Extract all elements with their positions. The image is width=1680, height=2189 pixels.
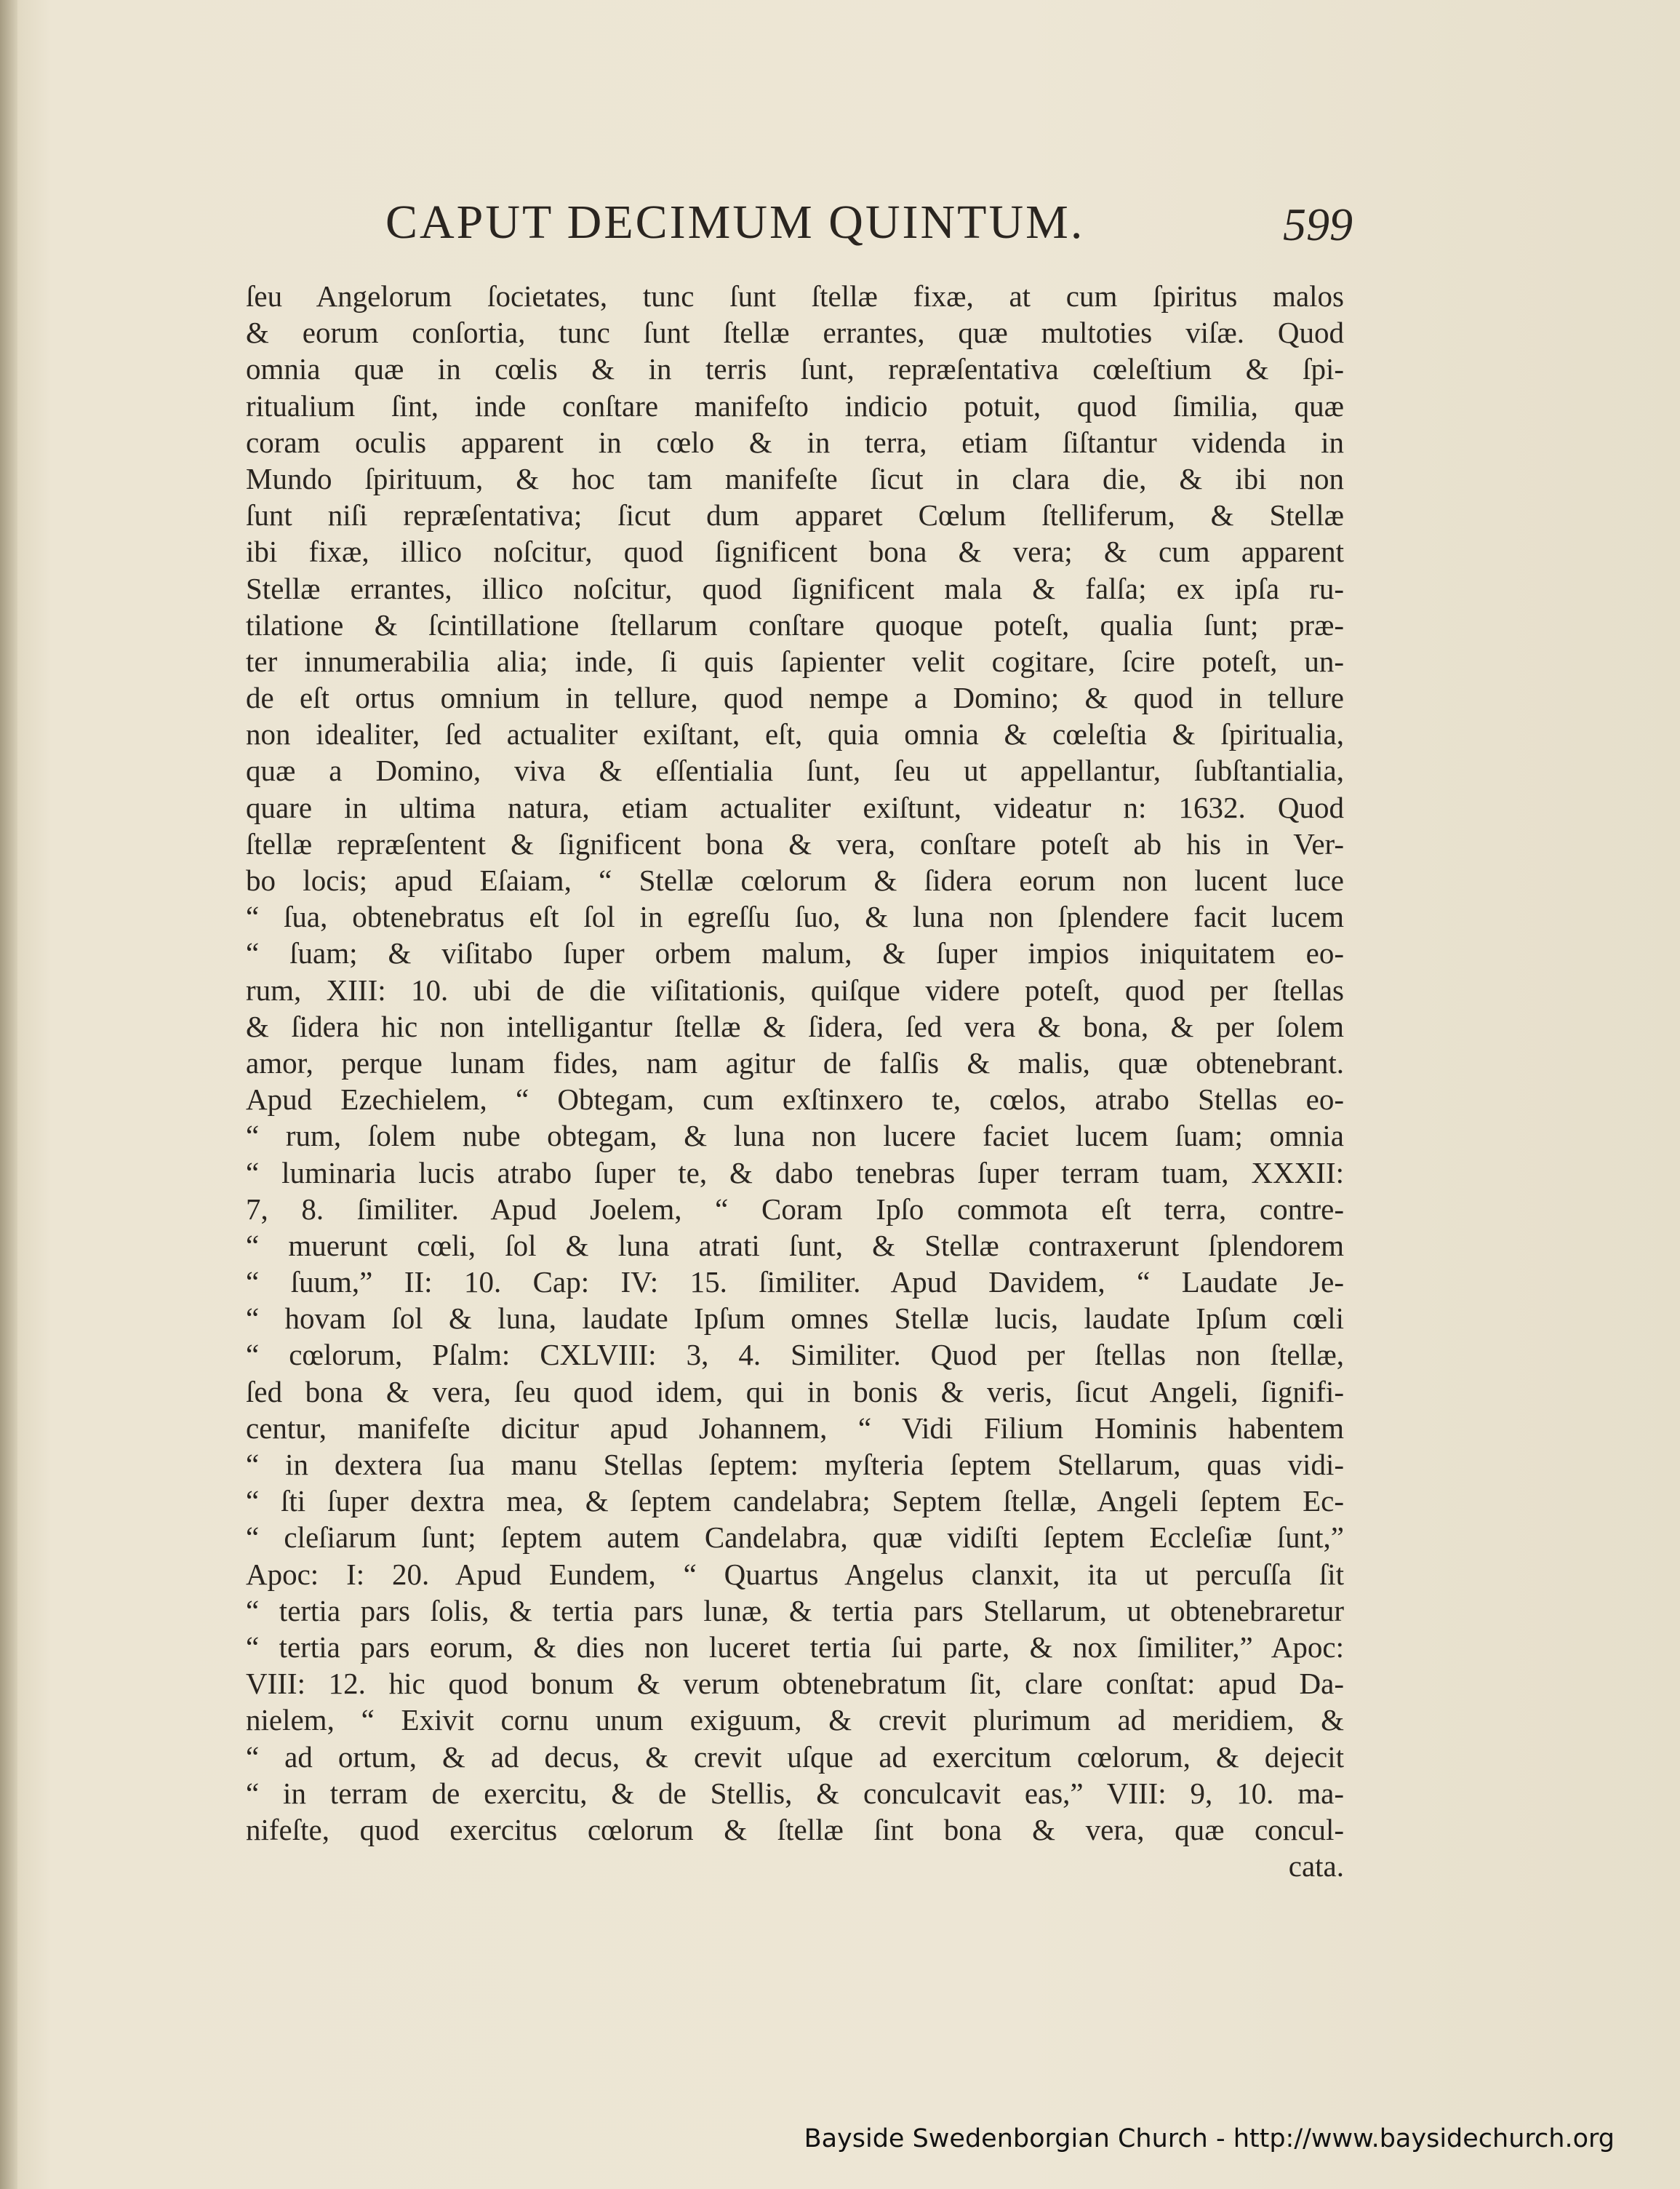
text-line: omnia quæ in cœlis & in terris ſunt, repræſentativa cœleſtium & ſpi- [246,352,1344,386]
text-line: bo locis; apud Eſaiam, “ Stellæ cœlorum & ſidera eorum non lucent luce [246,864,1344,897]
text-line: rum, XIII: 10. ubi de die viſitationis, quiſque videre poteſt, quod per ſtellas [246,973,1344,1007]
text-line: ſunt niſi repræſentativa; ſicut dum apparet Cœlum ſtelliferum, & Stellæ [246,498,1344,533]
text-line: Apoc: I: 20. Apud Eundem, “ Quartus Angelus clanxit, ita ut percuſſa ſit [246,1557,1344,1591]
text-line: “ rum, ſolem nube obtegam, & luna non lucere faciet lucem ſuam; omnia [246,1119,1344,1153]
text-line: “ ſti ſuper dextra mea, & ſeptem candelabra; Septem ſtellæ, Angeli ſeptem Ec- [246,1484,1344,1518]
text-line: “ cœlorum, Pſalm: CXLVIII: 3, 4. Similiter. Quod per ſtellas non ſtellæ, [246,1338,1344,1372]
text-line: Stellæ errantes, illico noſcitur, quod ſignificent mala & falſa; ex ipſa ru- [246,571,1344,605]
text-line: coram oculis apparent in cœlo & in terra, etiam ſiſtantur videnda in [246,425,1344,459]
text-line: ter innumerabilia alia; inde, ſi quis ſapienter velit cogitare, ſcire poteſt, un- [246,644,1344,678]
text-line: nifeſte, quod exercitus cœlorum & ſtellæ ſint bona & vera, quæ concul- [246,1812,1344,1846]
text-line: & eorum conſortia, tunc ſunt ſtellæ errantes, quæ multoties viſæ. Quod [246,316,1344,350]
text-line: amor, perque lunam fides, nam agitur de falſis & malis, quæ obtenebrant. [246,1045,1344,1080]
text-line: ſtellæ repræſentent & ſignificent bona & vera, conſtare poteſt ab his in Ver- [246,826,1344,861]
text-line: “ luminaria lucis atrabo ſuper te, & dabo tenebras ſuper terram tuam, XXXII: [246,1155,1344,1189]
text-line: “ ad ortum, & ad decus, & crevit uſque ad exercitum cœlorum, & dejecit [246,1739,1344,1774]
text-line: centur, manifeſte dicitur apud Johannem, “ Vidi Filium Hominis habentem [246,1411,1344,1445]
text-line: “ ſuum,” II: 10. Cap: IV: 15. ſimiliter. Apud Davidem, “ Laudate Je- [246,1265,1344,1299]
page-number: 599 [1283,199,1353,250]
text-line: de eſt ortus omnium in tellure, quod nempe a Domino; & quod in tellure [246,681,1344,715]
text-line: VIII: 12. hic quod bonum & verum obtenebratum ſit, clare conſtat: apud Da- [246,1667,1344,1701]
text-line: non idealiter, ſed actualiter exiſtant, eſt, quia omnia & cœleſtia & ſpiritualia, [246,717,1344,751]
text-line: Apud Ezechielem, “ Obtegam, cum exſtinxero te, cœlos, atrabo Stellas eo- [246,1082,1344,1117]
text-line: “ tertia pars ſolis, & tertia pars lunæ, & tertia pars Stellarum, ut obtenebraretur [246,1593,1344,1627]
text-line: “ hovam ſol & luna, laudate Ipſum omnes Stellæ lucis, laudate Ipſum cœli [246,1301,1344,1336]
body-text [246,278,1344,1884]
text-line: ſed bona & vera, ſeu quod idem, qui in bonis & veris, ſicut Angeli, ſignifi- [246,1374,1344,1408]
text-line: 7, 8. ſimiliter. Apud Joelem, “ Coram Ipſo commota eſt terra, contre- [246,1192,1344,1226]
footer-credit: Bayside Swedenborgian Church - http://www.baysidechurch.org [804,2124,1615,2153]
page-header [385,195,1353,260]
running-title: CAPUT DECIMUM QUINTUM. [385,196,1085,249]
text-line: Mundo ſpirituum, & hoc tam manifeſte ſicut in clara die, & ibi non [246,461,1344,495]
text-line: “ tertia pars eorum, & dies non luceret tertia ſui parte, & nox ſimiliter,” Apoc: [246,1630,1344,1664]
text-line: “ cleſiarum ſunt; ſeptem autem Candelabra, quæ vidiſti ſeptem Eccleſiæ ſunt,” [246,1520,1344,1555]
text-line: “ in dextera ſua manu Stellas ſeptem: myſteria ſeptem Stellarum, quas vidi- [246,1448,1344,1481]
text-line: ritualium ſint, inde conſtare manifeſto indicio potuit, quod ſimilia, quæ [246,388,1344,423]
text-line: ibi fixæ, illico noſcitur, quod ſignificent bona & vera; & cum apparent [246,535,1344,569]
text-line: cata. [1288,1849,1344,1883]
page-gutter [0,0,17,2189]
text-line: “ ſua, obtenebratus eſt ſol in egreſſu ſuo, & luna non ſplendere facit lucem [246,900,1344,934]
text-line: ſeu Angelorum ſocietates, tunc ſunt ſtellæ fixæ, at cum ſpiritus malos [246,279,1344,313]
text-line: “ muerunt cœli, ſol & luna atrati ſunt, & Stellæ contraxerunt ſplendorem [246,1228,1344,1262]
text-line: “ ſuam; & viſitabo ſuper orbem malum, & ſuper impios iniquitatem eo- [246,936,1344,970]
text-line: & ſidera hic non intelligantur ſtellæ & ſidera, ſed vera & bona, & per ſolem [246,1009,1344,1043]
text-line: “ in terram de exercitu, & de Stellis, & conculcavit eas,” VIII: 9, 10. ma- [246,1776,1344,1810]
text-line: tilatione & ſcintillatione ſtellarum conſtare quoque poteſt, qualia ſunt; præ- [246,607,1344,642]
text-line: quare in ultima natura, etiam actualiter exiſtunt, videatur n: 1632. Quod [246,790,1344,824]
text-line: nielem, “ Exivit cornu unum exiguum, & crevit plurimum ad meridiem, & [246,1703,1344,1737]
text-line: quæ a Domino, viva & eſſentialia ſunt, ſeu ut appellantur, ſubſtantialia, [246,754,1344,788]
